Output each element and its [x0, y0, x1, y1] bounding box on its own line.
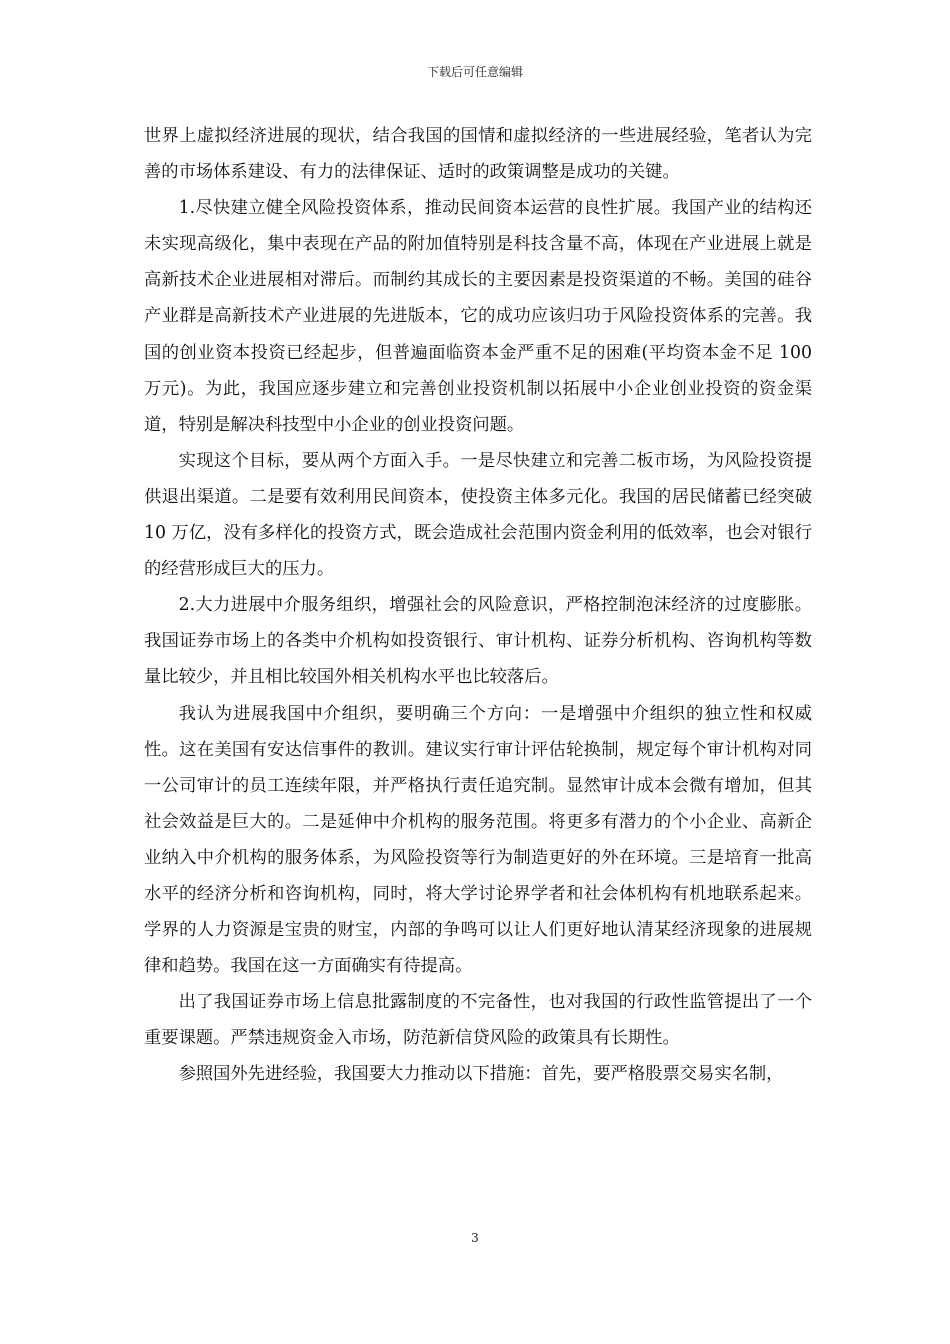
page-number-text: 3: [471, 1231, 479, 1245]
paragraph-4: 2.大力进展中介服务组织，增强社会的风险意识，严格控制泡沫经济的过度膨胀。我国证券市场上的各类中介机构如投资银行、审计机构、证券分析机构、咨询机构等数量比较少，并且相比较国外相关机构水平也比较落后。: [144, 595, 812, 688]
paragraph-3: 实现这个目标，要从两个方面入手。一是尽快建立和完善二板市场，为风险投资提供退出渠道。二是要有效利用民间资本，使投资主体多元化。我国的居民储蓄已经突破 10 万亿，没有多样化的投资方式，既会造成社会范围内资金利用的低效率，也会对银行的经营形成巨大的压力。: [144, 450, 812, 580]
paragraph-2: 1.尽快建立健全风险投资体系，推动民间资本运营的良性扩展。我国产业的结构还未实现高级化，集中表现在产品的附加值特别是科技含量不高，体现在产业进展上就是高新技术企业进展相对滞后。而制约其成长的主要因素是投资渠道的不畅。美国的硅谷产业群是高新技术产业进展的先进版本，它的成功应该归功于风险投资体系的完善。我国的创业资本投资已经起步，但普遍面临资本金严重不足的困难(平均资本金不足 100 万元)。为此，我国应逐步建立和完善创业投资机制以拓展中小企业创业投资的资金渠道，特别是解决科技型中小企业的创业投资问题。: [144, 198, 812, 435]
header-text: 下载后可任意编辑: [426, 65, 523, 79]
paragraph-7: 参照国外先进经验，我国要大力推动以下措施：首先，要严格股票交易实名制，: [178, 1064, 784, 1085]
document-body: [144, 118, 812, 1093]
paragraph-1: 世界上虚拟经济进展的现状，结合我国的国情和虚拟经济的一些进展经验，笔者认为完善的市场体系建设、有力的法律保证、适时的政策调整是成功的关键。: [144, 126, 812, 183]
paragraph-5: 我认为进展我国中介组织，要明确三个方向：一是增强中介组织的独立性和权威性。这在美国有安达信事件的教训。建议实行审计评估轮换制，规定每个审计机构对同一公司审计的员工连续年限，并严格执行责任追究制。显然审计成本会微有增加，但其社会效益是巨大的。二是延伸中介机构的服务范围。将更多有潜力的个小企业、高新企业纳入中介机构的服务体系，为风险投资等行为制造更好的外在环境。三是培育一批高水平的经济分析和咨询机构，同时，将大学讨论界学者和社会体机构有机地联系起来。学界的人力资源是宝贵的财宝，内部的争鸣可以让人们更好地认清某经济现象的进展规律和趋势。我国在这一方面确实有待提高。: [144, 703, 812, 977]
page-header: [0, 64, 950, 80]
paragraph-6: 出了我国证券市场上信息批露制度的不完备性，也对我国的行政性监管提出了一个重要课题。严禁违规资金入市场，防范新信贷风险的政策具有长期性。: [144, 992, 812, 1049]
page-number: [0, 1230, 950, 1246]
